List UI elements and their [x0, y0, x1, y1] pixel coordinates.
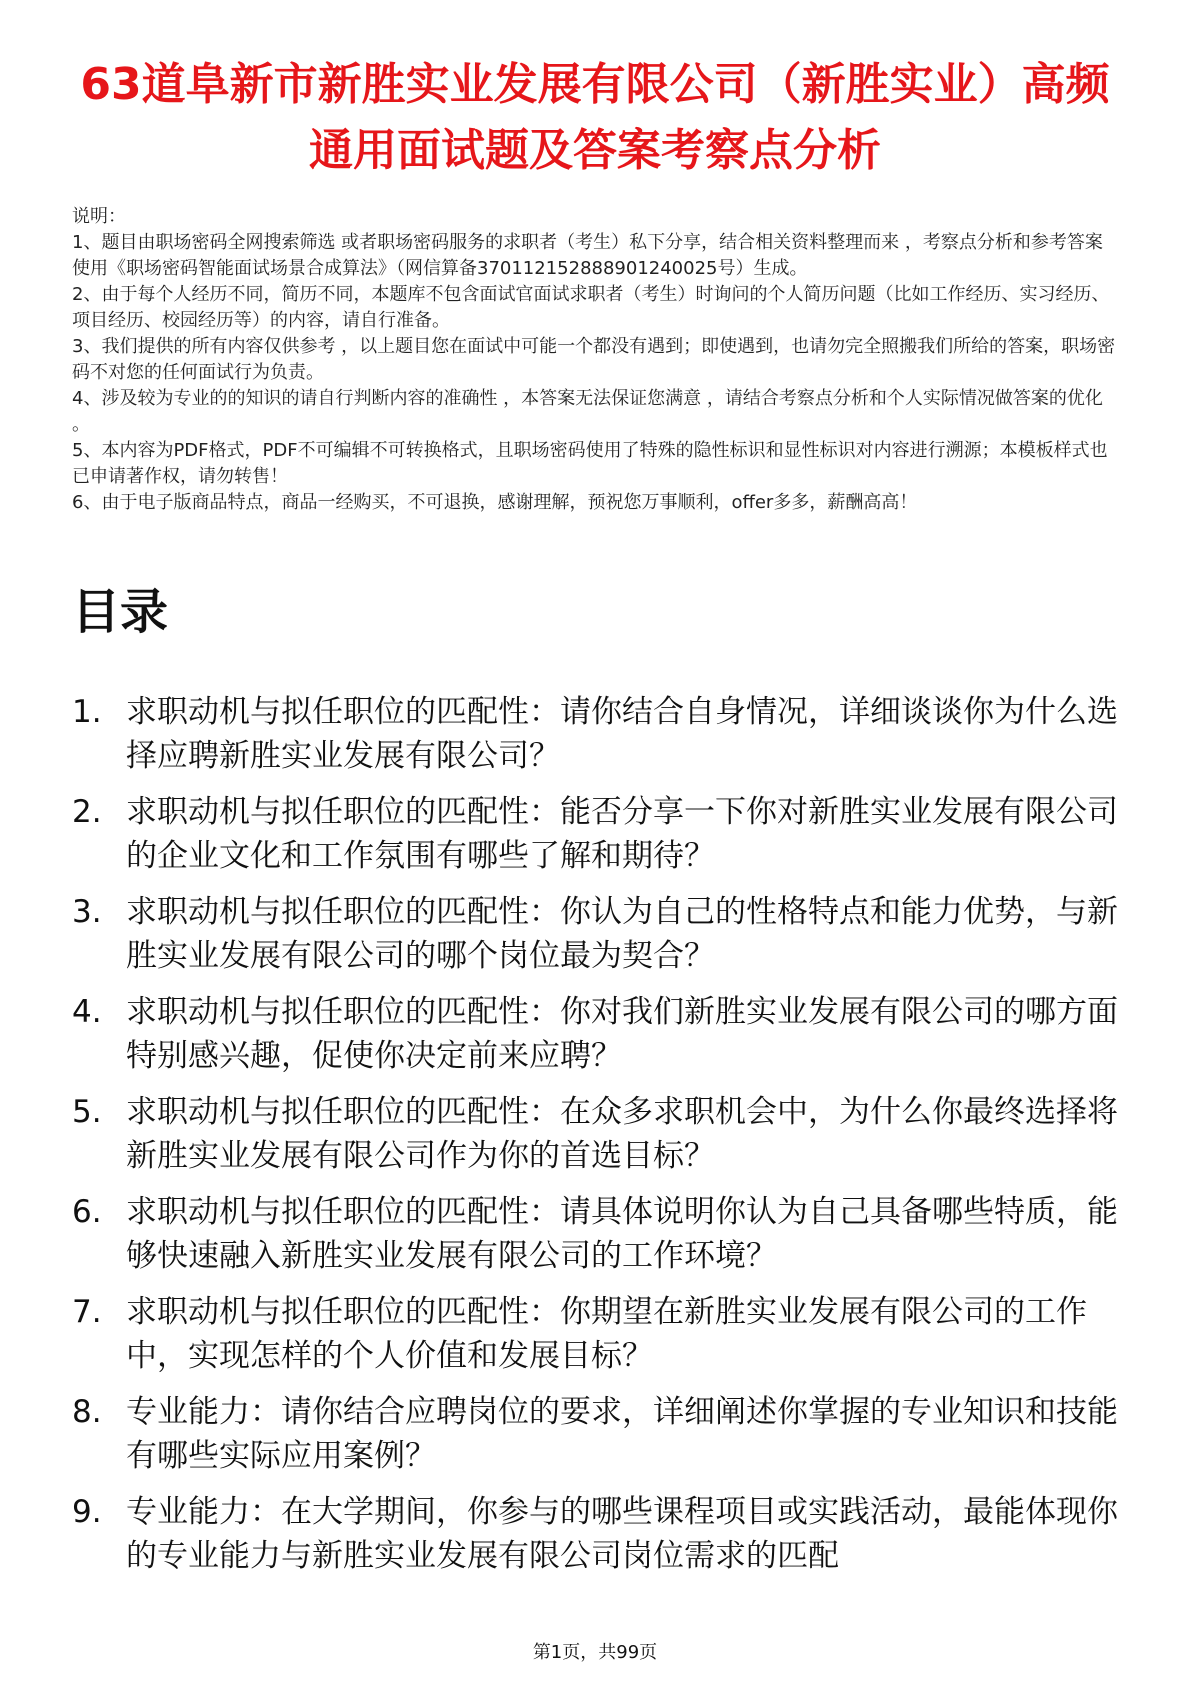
- toc-item[interactable]: [72, 790, 1122, 890]
- toc-item-text: 专业能力：在大学期间，你参与的哪些课程项目或实践活动，最能体现你的专业能力与新胜实业发展有限公司岗位需求的匹配: [126, 1494, 1118, 1574]
- toc-item-text: 求职动机与拟任职位的匹配性：请你结合自身情况，详细谈谈你为什么选择应聘新胜实业发展有限公司？: [126, 694, 1118, 774]
- toc-item-text: 求职动机与拟任职位的匹配性：在众多求职机会中，为什么你最终选择将新胜实业发展有限公司作为你的首选目标？: [126, 1094, 1118, 1174]
- toc-item-number: 7.: [72, 1294, 102, 1330]
- toc-item-number: 3.: [72, 894, 102, 930]
- toc-list: [72, 690, 1122, 1590]
- note-item: 1、题目由职场密码全网搜索筛选 或者职场密码服务的求职者（考生）私下分享，结合相关资料整理而来 ，考察点分析和参考答案使用《职场密码智能面试场景合成算法》（网信算备370112152888901240025号）生成。: [72, 232, 1103, 279]
- notes-label: 说明：: [72, 206, 126, 227]
- toc-heading: 目录: [72, 584, 169, 640]
- toc-item-number: 2.: [72, 794, 102, 830]
- toc-item-number: 5.: [72, 1094, 102, 1130]
- note-item: 6、由于电子版商品特点，商品一经购买，不可退换，感谢理解，预祝您万事顺利，offer多多，薪酬高高！: [72, 492, 918, 513]
- toc-item-text: 求职动机与拟任职位的匹配性：你对我们新胜实业发展有限公司的哪方面特别感兴趣，促使你决定前来应聘？: [126, 994, 1118, 1074]
- toc-item-text: 求职动机与拟任职位的匹配性：能否分享一下你对新胜实业发展有限公司的企业文化和工作氛围有哪些了解和期待？: [126, 794, 1118, 874]
- toc-item-text: 求职动机与拟任职位的匹配性：请具体说明你认为自己具备哪些特质，能够快速融入新胜实业发展有限公司的工作环境？: [126, 1194, 1118, 1274]
- notes-section: [72, 204, 1120, 516]
- toc-item[interactable]: [72, 1390, 1122, 1490]
- toc-item[interactable]: [72, 690, 1122, 790]
- toc-item[interactable]: [72, 1090, 1122, 1190]
- note-item: 5、本内容为PDF格式，PDF不可编辑不可转换格式，且职场密码使用了特殊的隐性标识和显性标识对内容进行溯源；本模板样式也已申请著作权，请勿转售！: [72, 440, 1108, 487]
- toc-item-text: 专业能力：请你结合应聘岗位的要求，详细阐述你掌握的专业知识和技能有哪些实际应用案例？: [126, 1394, 1118, 1474]
- note-item: 3、我们提供的所有内容仅供参考 ，以上题目您在面试中可能一个都没有遇到；即使遇到，也请勿完全照搬我们所给的答案，职场密码不对您的任何面试行为负责。: [72, 336, 1116, 383]
- toc-item-number: 4.: [72, 994, 102, 1030]
- toc-item-number: 6.: [72, 1194, 102, 1230]
- note-item: 2、由于每个人经历不同，简历不同，本题库不包含面试官面试求职者（考生）时询问的个人简历问题（比如工作经历、实习经历、项目经历、校园经历等）的内容，请自行准备。: [72, 284, 1110, 331]
- toc-item-text: 求职动机与拟任职位的匹配性：你认为自己的性格特点和能力优势，与新胜实业发展有限公司的哪个岗位最为契合？: [126, 894, 1118, 974]
- toc-item[interactable]: [72, 990, 1122, 1090]
- toc-item-number: 1.: [72, 694, 102, 730]
- document-title: 63道阜新市新胜实业发展有限公司（新胜实业）高频通用面试题及答案考察点分析: [80, 59, 1110, 176]
- toc-item[interactable]: [72, 1190, 1122, 1290]
- toc-item-number: 9.: [72, 1494, 102, 1530]
- toc-item[interactable]: [72, 890, 1122, 990]
- toc-item-text: 求职动机与拟任职位的匹配性：你期望在新胜实业发展有限公司的工作中，实现怎样的个人价值和发展目标？: [126, 1294, 1087, 1374]
- page-number-footer: 第1页，共99页: [532, 1642, 658, 1663]
- note-item: 4、涉及较为专业的的知识的请自行判断内容的准确性 ，本答案无法保证您满意 ，请结合考察点分析和个人实际情况做答案的优化 。: [72, 388, 1103, 435]
- toc-item-number: 8.: [72, 1394, 102, 1430]
- toc-item[interactable]: [72, 1290, 1122, 1390]
- toc-item[interactable]: [72, 1490, 1122, 1590]
